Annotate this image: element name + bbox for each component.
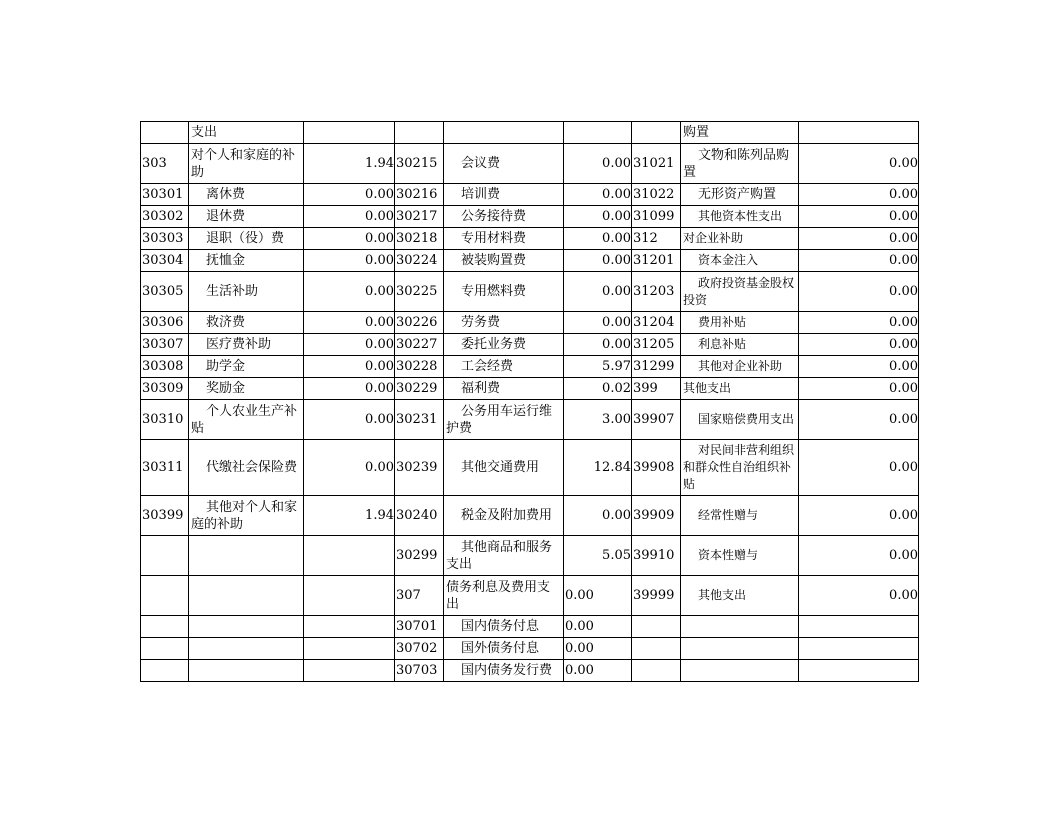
item-name: 奖励金 — [189, 378, 304, 400]
item-amount: 0.00 — [799, 378, 919, 400]
economic-code: 31022 — [632, 184, 681, 206]
item-amount: 0.00 — [564, 272, 632, 312]
item-name — [189, 536, 304, 576]
item-name: 劳务费 — [444, 312, 564, 334]
item-name: 会议费 — [444, 144, 564, 184]
item-name: 退休费 — [189, 206, 304, 228]
item-name: 经常性赠与 — [681, 496, 799, 536]
table-row — [141, 228, 919, 250]
table-cell: 购置 — [681, 122, 799, 144]
table-row — [141, 616, 919, 638]
item-name — [681, 660, 799, 682]
economic-code — [141, 536, 189, 576]
economic-code: 30310 — [141, 400, 189, 440]
item-amount: 0.00 — [799, 206, 919, 228]
table-cell — [444, 122, 564, 144]
item-name: 助学金 — [189, 356, 304, 378]
table-cell — [799, 122, 919, 144]
economic-code: 30305 — [141, 272, 189, 312]
item-amount — [799, 660, 919, 682]
item-amount: 0.00 — [799, 184, 919, 206]
economic-code: 30304 — [141, 250, 189, 272]
item-amount: 0.00 — [799, 576, 919, 616]
table-row — [141, 206, 919, 228]
economic-code: 39910 — [632, 536, 681, 576]
economic-code: 303 — [141, 144, 189, 184]
economic-code: 30302 — [141, 206, 189, 228]
economic-code: 30228 — [395, 356, 444, 378]
table-cell — [395, 122, 444, 144]
table-row — [141, 250, 919, 272]
economic-code: 31203 — [632, 272, 681, 312]
economic-code: 30399 — [141, 496, 189, 536]
item-name: 其他对企业补助 — [681, 356, 799, 378]
item-amount: 0.00 — [564, 334, 632, 356]
item-amount: 0.00 — [564, 250, 632, 272]
table-cell — [632, 122, 681, 144]
item-amount: 5.97 — [564, 356, 632, 378]
economic-code: 30303 — [141, 228, 189, 250]
economic-code: 30307 — [141, 334, 189, 356]
economic-code: 30299 — [395, 536, 444, 576]
economic-code: 31205 — [632, 334, 681, 356]
item-amount: 0.00 — [799, 440, 919, 496]
item-amount: 0.00 — [564, 496, 632, 536]
economic-code: 30701 — [395, 616, 444, 638]
economic-code: 30703 — [395, 660, 444, 682]
economic-code: 307 — [395, 576, 444, 616]
item-amount: 0.00 — [564, 206, 632, 228]
item-amount: 0.00 — [799, 228, 919, 250]
economic-code: 30301 — [141, 184, 189, 206]
economic-code — [141, 660, 189, 682]
item-amount: 5.05 — [564, 536, 632, 576]
item-amount: 0.00 — [564, 144, 632, 184]
table-row — [141, 536, 919, 576]
economic-code: 31204 — [632, 312, 681, 334]
item-name: 其他资本性支出 — [681, 206, 799, 228]
economic-code: 30240 — [395, 496, 444, 536]
economic-code: 30226 — [395, 312, 444, 334]
item-name — [189, 660, 304, 682]
item-name — [681, 638, 799, 660]
item-name: 抚恤金 — [189, 250, 304, 272]
table-row — [141, 144, 919, 184]
item-name: 其他支出 — [681, 576, 799, 616]
item-name: 费用补贴 — [681, 312, 799, 334]
economic-code: 30225 — [395, 272, 444, 312]
economic-code: 30702 — [395, 638, 444, 660]
economic-code: 30231 — [395, 400, 444, 440]
economic-code: 30216 — [395, 184, 444, 206]
item-name — [189, 638, 304, 660]
item-amount: 0.00 — [304, 272, 395, 312]
item-name: 对民间非营利组织和群众性自治组织补贴 — [681, 440, 799, 496]
item-amount: 0.00 — [304, 228, 395, 250]
economic-code: 31201 — [632, 250, 681, 272]
item-name: 救济费 — [189, 312, 304, 334]
item-amount: 0.00 — [564, 660, 632, 682]
economic-code: 30311 — [141, 440, 189, 496]
table-cell — [564, 122, 632, 144]
item-amount: 0.00 — [799, 536, 919, 576]
table-cell: 支出 — [189, 122, 304, 144]
item-name: 公务接待费 — [444, 206, 564, 228]
economic-code: 30229 — [395, 378, 444, 400]
item-name: 其他商品和服务支出 — [444, 536, 564, 576]
economic-code: 30217 — [395, 206, 444, 228]
economic-code: 30218 — [395, 228, 444, 250]
economic-code: 30239 — [395, 440, 444, 496]
table-row — [141, 184, 919, 206]
item-name: 其他交通费用 — [444, 440, 564, 496]
item-amount: 0.00 — [564, 616, 632, 638]
item-amount: 0.00 — [799, 144, 919, 184]
item-name: 专用材料费 — [444, 228, 564, 250]
item-name: 福利费 — [444, 378, 564, 400]
item-name: 国内债务发行费 — [444, 660, 564, 682]
item-amount: 0.00 — [564, 184, 632, 206]
item-name: 资本金注入 — [681, 250, 799, 272]
economic-code: 31021 — [632, 144, 681, 184]
economic-code — [632, 616, 681, 638]
item-amount: 0.00 — [799, 250, 919, 272]
economic-code — [141, 638, 189, 660]
economic-code: 39909 — [632, 496, 681, 536]
item-amount — [304, 660, 395, 682]
economic-code: 31299 — [632, 356, 681, 378]
budget-table — [140, 121, 919, 682]
item-name: 无形资产购置 — [681, 184, 799, 206]
item-amount: 0.00 — [304, 440, 395, 496]
table-row — [141, 334, 919, 356]
economic-code: 39908 — [632, 440, 681, 496]
item-name: 债务利息及费用支出 — [444, 576, 564, 616]
item-amount: 1.94 — [304, 496, 395, 536]
item-name — [189, 576, 304, 616]
item-amount — [304, 536, 395, 576]
item-amount: 0.00 — [799, 272, 919, 312]
item-amount: 0.00 — [799, 496, 919, 536]
item-name — [681, 616, 799, 638]
item-amount: 0.00 — [304, 334, 395, 356]
economic-code — [141, 616, 189, 638]
item-amount: 0.00 — [304, 250, 395, 272]
table-row — [141, 576, 919, 616]
item-amount — [304, 616, 395, 638]
table-row — [141, 378, 919, 400]
table-row — [141, 496, 919, 536]
item-name: 被装购置费 — [444, 250, 564, 272]
economic-code — [632, 660, 681, 682]
table-row — [141, 312, 919, 334]
item-name: 离休费 — [189, 184, 304, 206]
item-amount: 0.00 — [564, 638, 632, 660]
item-amount — [799, 638, 919, 660]
item-amount: 0.00 — [564, 576, 632, 616]
item-name: 其他支出 — [681, 378, 799, 400]
item-name: 代缴社会保险费 — [189, 440, 304, 496]
economic-code: 39999 — [632, 576, 681, 616]
item-amount: 0.00 — [304, 184, 395, 206]
item-name — [189, 616, 304, 638]
item-name: 专用燃料费 — [444, 272, 564, 312]
table-row — [141, 356, 919, 378]
table-row — [141, 660, 919, 682]
item-amount: 3.00 — [564, 400, 632, 440]
item-name: 税金及附加费用 — [444, 496, 564, 536]
economic-code: 30215 — [395, 144, 444, 184]
item-name: 委托业务费 — [444, 334, 564, 356]
economic-code — [141, 576, 189, 616]
economic-code: 39907 — [632, 400, 681, 440]
economic-code: 31099 — [632, 206, 681, 228]
item-name: 国外债务付息 — [444, 638, 564, 660]
item-name: 医疗费补助 — [189, 334, 304, 356]
item-amount: 0.00 — [564, 312, 632, 334]
item-amount: 0.00 — [304, 356, 395, 378]
item-name: 文物和陈列品购置 — [681, 144, 799, 184]
table-row — [141, 400, 919, 440]
item-name: 公务用车运行维护费 — [444, 400, 564, 440]
item-name: 培训费 — [444, 184, 564, 206]
item-amount: 0.00 — [799, 312, 919, 334]
item-amount: 0.00 — [304, 378, 395, 400]
item-amount — [304, 576, 395, 616]
item-name: 生活补助 — [189, 272, 304, 312]
table-row — [141, 638, 919, 660]
item-name: 其他对个人和家庭的补助 — [189, 496, 304, 536]
table-cell — [304, 122, 395, 144]
item-amount: 0.00 — [799, 356, 919, 378]
item-name: 资本性赠与 — [681, 536, 799, 576]
item-name: 对企业补助 — [681, 228, 799, 250]
table-cell — [141, 122, 189, 144]
economic-code: 30309 — [141, 378, 189, 400]
economic-code: 30227 — [395, 334, 444, 356]
item-amount: 0.00 — [304, 206, 395, 228]
table-row-header — [141, 122, 919, 144]
item-name: 国内债务付息 — [444, 616, 564, 638]
economic-code — [632, 638, 681, 660]
item-name: 政府投资基金股权投资 — [681, 272, 799, 312]
economic-code: 30308 — [141, 356, 189, 378]
item-amount: 0.00 — [564, 228, 632, 250]
item-amount: 0.00 — [304, 312, 395, 334]
item-name: 个人农业生产补贴 — [189, 400, 304, 440]
item-amount: 0.00 — [799, 400, 919, 440]
economic-code: 30306 — [141, 312, 189, 334]
item-amount: 0.00 — [304, 400, 395, 440]
item-name: 利息补贴 — [681, 334, 799, 356]
table-row — [141, 272, 919, 312]
item-name: 国家赔偿费用支出 — [681, 400, 799, 440]
item-amount: 0.02 — [564, 378, 632, 400]
economic-code: 30224 — [395, 250, 444, 272]
economic-code: 399 — [632, 378, 681, 400]
item-amount: 12.84 — [564, 440, 632, 496]
item-amount: 0.00 — [799, 334, 919, 356]
item-name: 退职（役）费 — [189, 228, 304, 250]
item-name: 对个人和家庭的补助 — [189, 144, 304, 184]
item-amount — [799, 616, 919, 638]
item-name: 工会经费 — [444, 356, 564, 378]
item-amount — [304, 638, 395, 660]
table-row — [141, 440, 919, 496]
item-amount: 1.94 — [304, 144, 395, 184]
economic-code: 312 — [632, 228, 681, 250]
